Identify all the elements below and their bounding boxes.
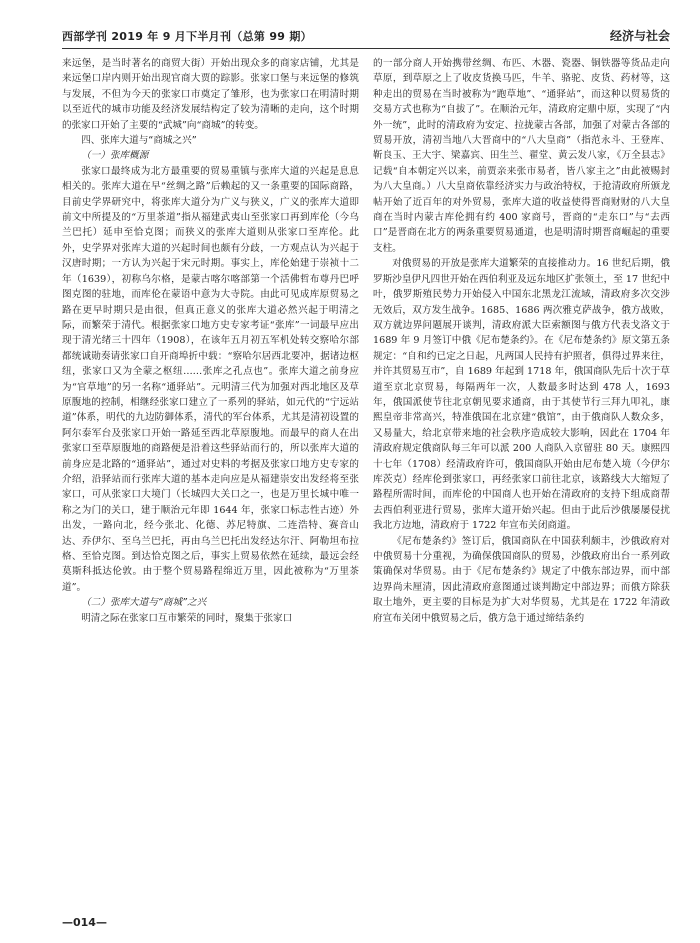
paragraph: 《尼布楚条约》签订后，俄国商队在中国获利颇丰，沙俄政府对中俄贸易十分重视，为确保俄国商队的贸易，沙俄政府出台一系列政策确保对华贸易。由于《尼布楚条约》规定了中俄东部边界，而中部边界尚未厘清，因此清政府意图通过谈判勘定中部边界；而俄方除获取土地外，更主要的目标是为扩大对华贸易，尤其是在 1722 年清政府宣布关闭中俄贸易之后，俄方急于通过缔结条约: [373, 535, 670, 624]
left-column: [62, 56, 359, 903]
paragraph: 的一部分商人开始携带丝绸、布匹、木器、瓷器、铜铁器等货品走向草原，到草原之上了收皮货换马匹，牛羊、骆驼、皮货、药材等，这种走出的贸易在当时被称为“跑草地”、“通驿站”，而这种以贸易货的交易方式也称为“自拔了”。在顺治元年，清政府定鼎中原，实现了“内外一统”，此时的清政府为安定、拉拢蒙古各部，加强了对蒙古各部的贸易开放，清初当地八大晋商中的“八大皇商”（指范永斗、王登库、靳良玉、王大宇、梁嘉宾、田生兰、翟堂、黄云发八家，《万全县志》记载“自本朝定兴以来，前贾亲来张市易者，皆八家主之”由此被赐封为八大皇商。）八大皇商依靠经济实力与政治特权，于抢清政府所颁龙帖开始了近百年的对外贸易，张库大道的收益使得晋商财财的八大皇商在当时内蒙古库伦拥有约 400 家商号，晋商的“走东口”与“去西口”是晋商在北方的两条重要贸易通道，也是明清时期晋商崛起的重要支柱。: [373, 58, 670, 254]
journal-title: 西部学刊 2019 年 9 月下半月刊（总第 99 期）: [62, 30, 312, 43]
paragraph: 张家口最终成为北方最重要的贸易重镇与张库大道的兴起是息息相关的。张库大道在早“丝绸之路”后赖起的又一条重要的国际商路，目前史学界研究中，将张库大道分为广义与狭义，广义的张库大道即前文中所提及的“万里茶道”指从福建武夷山至张家口再到库伦（今乌兰巴托）延申至恰克图；而狭义的张库大道则从张家口至库伦。此外，史学界对张库大道的兴起时间也颇有分歧，一方观点认为兴起于汉唐时期；一方认为兴起于宋元时期。事实上，库伦始建于崇祯十二年（1639），初称乌尔格，是蒙古喀尔喀部第一个活佛哲布尊丹巴呼图克图的驻地，而库伦在蒙语中意为大寺院。由此可见成库原贸易之路在更早时期只是由很，但真正意义的张库大道必然兴起于明清之际，而繁荣于清代。根据张家口地方史专家考证“张库”一词最早应出现于清光绪三十四年（1908），在该年五月初五军机处转交察哈尔部都统诚勋奏请张家口自开商埠折中载：“察哈尔居西北要冲，据诸边枢纽，张家口又为全蒙之枢纽……张库之孔点也”。张库大道之前身应为“官草地”的另一名称“通驿站”。元明清三代为加强对西北地区及草原腹地的控制，相继经张家口建立了一系列的驿站，如元代的“宁远站道”体系，明代的九边防御体系，清代的军台体系，尤其是清初设置的阿尔泰军台及张家口开始一路延至西北草原腹地。而最早的商人在出张家口至草原腹地的商路便是沿着这些驿站而行的，所以张库大道的前身应是北路的“通驿站”，通过对史料的考据及张家口地方史专家的介绍，沿驿站而行张库大道的基本走向应是从福建崇安出发经将至张家口，可从张家口大境门（长城四大关口之一，也是万里长城中唯一称之为门的关口，建于顺治元年即 1644 年，张家口标志性古迹）外出发，一路向北，经今张北、化德、苏尼特旗、二连浩特、赛音山达、乔伊尔、至乌兰巴托，再由乌兰巴托出发经达尔汗、阿勒坦布拉格、至恰克图。到达恰克图之后，事实上贸易依然在延续，最远会经莫斯科抵达伦敦。由于整个贸易路程绵近万里，因此被称为“万里茶道”。: [62, 165, 359, 593]
paragraph: 明清之际在张家口互市繁荣的同时，聚集于张家口: [81, 612, 293, 624]
subsection-heading: （一）张库概源: [81, 150, 149, 162]
paragraph: 来远堡，是当时著名的商贸大街）开始出现众多的商家店铺，尤其是来远堡口岸内则开始出现官商大贾的踪影。张家口堡与来远堡的修筑与发展，不但为今天的张家口市奠定了雏形，也为张家口在明清时期以至近代的城市功能及经济发展结构定了较为清晰的走向，这个时期的张家口开始了主要的“武城”向“商城”的转变。: [62, 58, 359, 131]
page-number: —014—: [62, 916, 107, 929]
paragraph: 对俄贸易的开放是张库大道繁荣的直接推动力。16 世纪后期，俄罗斯沙皇伊凡四世开始在西伯利亚及远东地区扩张领土，至 17 世纪中叶，俄罗斯殖民势力开始侵入中国东北黑龙江流域，清政府多次交涉无效后，双方发生战争。1685、1686 两次雅克萨战争，俄方战败，双方就边界问题展开谈判，清政府派大臣索额图与俄方代表戈洛文于 1689 年 9 月签订中俄《尼布楚条约》。在《尼布楚条约》原文第五条规定：“自和约已定之日起，凡两国人民持有护照者，俱得过界来往，并许其贸易互市”，自 1689 年起到 1718 年，俄国商队先后十次于草道至京北京贸易，每隔两年一次，人数最多时达到 478 人，1693 年，俄国派使节往北京朝见要求通商，由于其使节行三拜九叩礼，康熙皇帝非常高兴，特准俄国在北京建“俄馆”，由于俄商队人数众多，又易量大，给北京带来地的社会秩序造成较大影响，因此在 1704 年清政府规定俄商队每三年可以派 200 人商队入京留驻 80 天。康熙四十七年（1708）经清政府许可，俄国商队开始由尼布楚入境（今伊尔库茨克）经库伦到张家口，再经张家口前往北京，该路线大大缩短了路程所需时间，而库伦的中国商人也开始在清政府的支持下组成商帮去西伯利亚进行贸易，张库大道开始兴起。但由于此后沙俄屡屡侵扰我北方边地，清政府于 1722 年宣布关闭商道。: [373, 258, 670, 532]
body-columns: [62, 56, 670, 903]
subsection-heading: （二）张库大道与“商城”之兴: [81, 597, 207, 609]
section-title: 经济与社会: [609, 29, 670, 43]
right-column: [373, 56, 670, 903]
running-header: [62, 22, 670, 44]
header-rule: [62, 48, 670, 49]
section-heading: 四、张库大道与“商城之兴”: [81, 135, 197, 147]
